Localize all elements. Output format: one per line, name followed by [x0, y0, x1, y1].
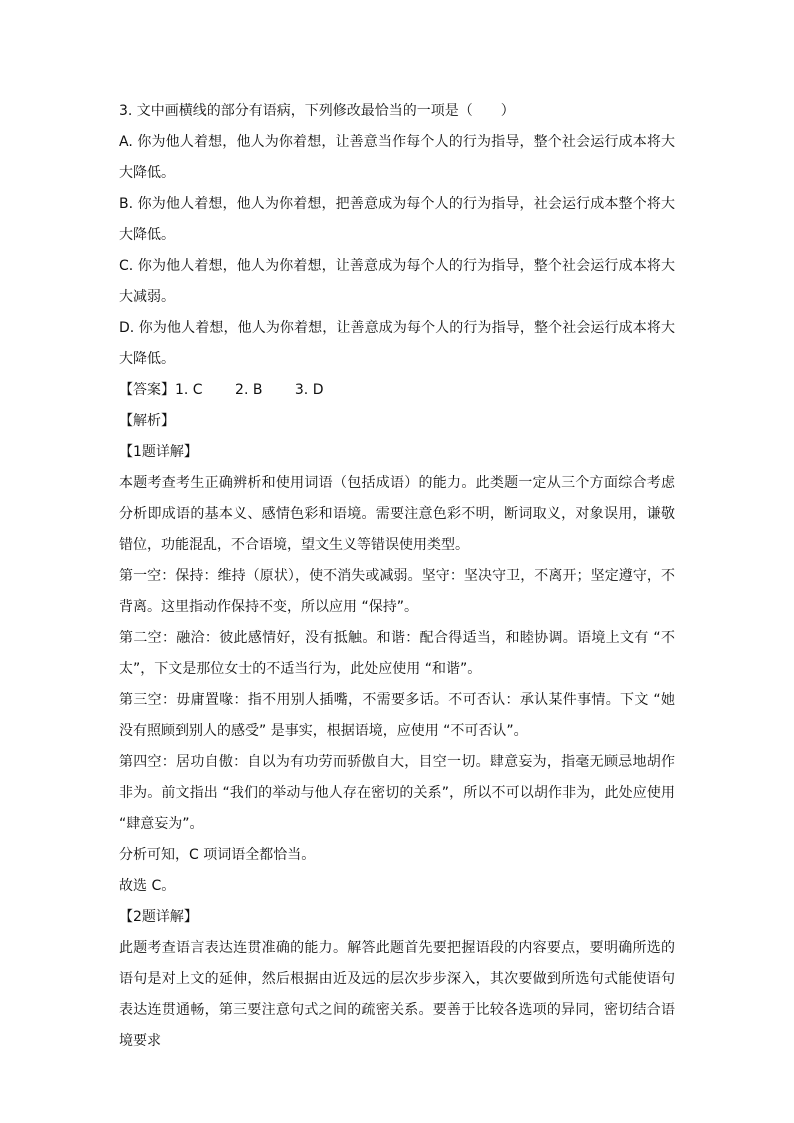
- section-heading: 【2题详解】: [119, 909, 198, 925]
- answer-line: [119, 375, 675, 406]
- document-page: [119, 96, 675, 1057]
- analysis-paragraph: 第一空：保持：维持（原状），使不消失或减弱。坚守：坚决守卫，不离开；坚定遵守，不背离。这里指动作保持不变，所以应用 “保持”。: [119, 568, 675, 615]
- analysis-paragraph: 第三空：毋庸置喙：指不用别人插嘴，不需要多话。不可否认：承认某件事情。下文 “她没有照顾到别人的感受” 是事实，根据语境，应使用 “不可否认”。: [119, 692, 675, 739]
- analysis-paragraph: 第四空：居功自傲：自以为有功劳而骄傲自大，目空一切。肆意妄为，指毫无顾忌地胡作非为。前文指出 “我们的举动与他人存在密切的关系”，所以不可以胡作非为，此处应使用 “肆意妄为”。: [119, 754, 675, 832]
- option-c: C. 你为他人着想，他人为你着想，让善意成为每个人的行为指导，整个社会运行成本将大大减弱。: [119, 258, 675, 305]
- question-stem: 3. 文中画横线的部分有语病，下列修改最恰当的一项是（ ）: [119, 103, 515, 119]
- option-d: D. 你为他人着想，他人为你着想，让善意成为每个人的行为指导，整个社会运行成本将大大降低。: [119, 320, 675, 367]
- answer-label: 【答案】: [119, 382, 175, 398]
- analysis-paragraph: 分析可知，C 项词语全都恰当。: [119, 847, 316, 863]
- option-b: B. 你为他人着想，他人为你着想，把善意成为每个人的行为指导，社会运行成本整个将大大降低。: [119, 196, 675, 243]
- answer-text: 1. C 2. B 3. D: [175, 382, 324, 398]
- analysis-paragraph: 第二空：融洽：彼此感情好，没有抵触。和谐：配合得适当，和睦协调。语境上文有 “不太”，下文是那位女士的不适当行为，此处应使用 “和谐”。: [119, 630, 675, 677]
- analysis-label: 【解析】: [119, 413, 175, 429]
- analysis-paragraph: 本题考查考生正确辨析和使用词语（包括成语）的能力。此类题一定从三个方面综合考虑分析即成语的基本义、感情色彩和语境。需要注意色彩不明，断词取义，对象误用，谦敬错位，功能混乱，不合语境，望文生义等错误使用类型。: [119, 475, 675, 553]
- option-a: A. 你为他人着想，他人为你着想，让善意当作每个人的行为指导，整个社会运行成本将大大降低。: [119, 134, 675, 181]
- analysis-paragraph: 故选 C。: [119, 878, 176, 894]
- section-heading: 【1题详解】: [119, 444, 198, 460]
- analysis-paragraph: 此题考查语言表达连贯准确的能力。解答此题首先要把握语段的内容要点，要明确所选的语句是对上文的延伸，然后根据由近及远的层次步步深入，其次要做到所选句式能使语句表达连贯通畅，第三要注意句式之间的疏密关系。要善于比较各选项的异同，密切结合语境要求: [119, 940, 675, 1049]
